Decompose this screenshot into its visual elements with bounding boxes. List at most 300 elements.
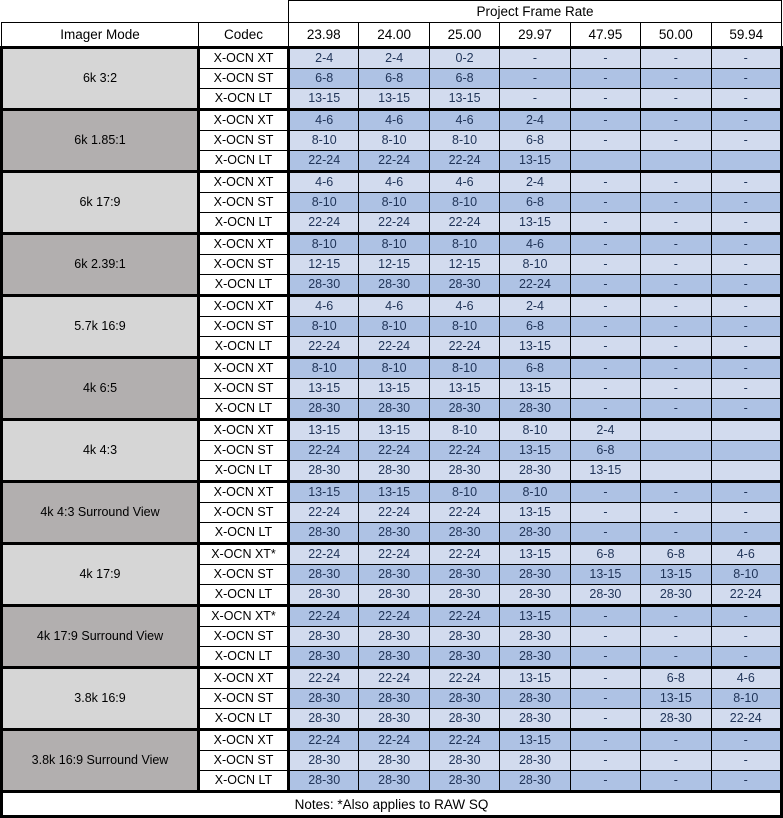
codec-cell: X-OCN LT [199, 89, 289, 110]
frame-rate-column-header: 50.00 [641, 23, 711, 48]
frame-rate-value-cell: 8-10 [359, 193, 429, 213]
frame-rate-value-cell: - [500, 48, 570, 69]
frame-rate-value-cell: 2-4 [289, 48, 359, 69]
frame-rate-value-cell: - [641, 296, 711, 317]
frame-rate-value-cell: 13-15 [359, 89, 429, 110]
frame-rate-value-cell: 28-30 [500, 585, 570, 606]
frame-rate-value-cell: - [641, 89, 711, 110]
frame-rate-value-cell: - [570, 482, 640, 503]
frame-rate-value-cell: - [641, 379, 711, 399]
table-header-row-1 [2, 1, 782, 23]
frame-rate-value-cell: - [570, 606, 640, 627]
table-row [2, 482, 782, 503]
frame-rate-value-cell: - [641, 358, 711, 379]
frame-rate-value-cell: 2-4 [500, 110, 570, 131]
frame-rate-value-cell [641, 461, 711, 482]
frame-rate-value-cell: 13-15 [641, 565, 711, 585]
frame-rate-value-cell: 8-10 [429, 358, 499, 379]
frame-rate-value-cell: 22-24 [289, 503, 359, 523]
frame-rate-value-cell: 22-24 [711, 709, 781, 730]
frame-rate-value-cell [570, 151, 640, 172]
frame-rate-value-cell: 22-24 [359, 730, 429, 751]
frame-rate-value-cell: 6-8 [641, 668, 711, 689]
frame-rate-value-cell: 4-6 [429, 110, 499, 131]
frame-rate-value-cell: - [570, 234, 640, 255]
table-row [2, 544, 782, 565]
table-row [2, 668, 782, 689]
codec-cell: X-OCN LT [199, 771, 289, 792]
frame-rate-value-cell: - [711, 523, 781, 544]
frame-rate-value-cell: 8-10 [711, 565, 781, 585]
frame-rate-value-cell: 28-30 [570, 585, 640, 606]
frame-rate-value-cell: - [570, 627, 640, 647]
frame-rate-value-cell: 2-4 [500, 172, 570, 193]
frame-rate-value-cell: 8-10 [500, 420, 570, 441]
table-row [2, 172, 782, 193]
frame-rate-value-cell: 4-6 [359, 110, 429, 131]
frame-rate-value-cell: - [570, 296, 640, 317]
imager-mode-cell: 6k 17:9 [2, 172, 199, 234]
frame-rate-value-cell: 28-30 [359, 709, 429, 730]
frame-rate-value-cell: - [500, 69, 570, 89]
frame-rate-value-cell: 22-24 [289, 441, 359, 461]
codec-cell: X-OCN ST [199, 193, 289, 213]
codec-cell: X-OCN ST [199, 565, 289, 585]
frame-rate-value-cell: 28-30 [500, 751, 570, 771]
frame-rate-value-cell: 28-30 [289, 627, 359, 647]
frame-rate-value-cell: 13-15 [500, 503, 570, 523]
frame-rate-value-cell: 4-6 [429, 172, 499, 193]
frame-rate-value-cell: 4-6 [429, 296, 499, 317]
codec-cell: X-OCN ST [199, 317, 289, 337]
frame-rate-value-cell: - [570, 399, 640, 420]
frame-rate-value-cell: 8-10 [359, 358, 429, 379]
imager-mode-header: Imager Mode [2, 23, 199, 48]
frame-rate-column-header: 47.95 [570, 23, 640, 48]
frame-rate-value-cell: 6-8 [289, 69, 359, 89]
frame-rate-value-cell [711, 441, 781, 461]
codec-cell: X-OCN XT [199, 234, 289, 255]
frame-rate-value-cell: 8-10 [429, 482, 499, 503]
table-row [2, 420, 782, 441]
frame-rate-value-cell: - [641, 213, 711, 234]
frame-rate-value-cell: - [570, 317, 640, 337]
frame-rate-value-cell: 28-30 [500, 689, 570, 709]
frame-rate-value-cell: 4-6 [711, 544, 781, 565]
frame-rate-value-cell: - [570, 172, 640, 193]
frame-rate-value-cell: 22-24 [359, 441, 429, 461]
frame-rate-value-cell: 22-24 [429, 151, 499, 172]
frame-rate-value-cell: 28-30 [500, 627, 570, 647]
frame-rate-value-cell: 0-2 [429, 48, 499, 69]
codec-cell: X-OCN LT [199, 337, 289, 358]
frame-rate-value-cell: 22-24 [500, 275, 570, 296]
frame-rate-value-cell: 28-30 [359, 523, 429, 544]
frame-rate-value-cell: 6-8 [570, 544, 640, 565]
frame-rate-value-cell: - [570, 503, 640, 523]
codec-cell: X-OCN XT [199, 482, 289, 503]
frame-rate-value-cell [641, 151, 711, 172]
frame-rate-value-cell: 13-15 [429, 379, 499, 399]
frame-rate-value-cell: 6-8 [500, 131, 570, 151]
frame-rate-value-cell: 13-15 [289, 482, 359, 503]
frame-rate-value-cell: - [711, 69, 781, 89]
codec-cell: X-OCN LT [199, 399, 289, 420]
codec-cell: X-OCN XT [199, 358, 289, 379]
frame-rate-column-header: 25.00 [429, 23, 499, 48]
frame-rate-value-cell: 28-30 [500, 565, 570, 585]
frame-rate-value-cell: - [641, 193, 711, 213]
frame-rate-value-cell: 28-30 [359, 647, 429, 668]
frame-rate-value-cell [641, 441, 711, 461]
frame-rate-value-cell: - [641, 482, 711, 503]
frame-rate-value-cell: - [570, 89, 640, 110]
frame-rate-value-cell: 28-30 [500, 709, 570, 730]
frame-rate-value-cell: 28-30 [289, 585, 359, 606]
table-header-row-2 [2, 23, 782, 48]
codec-cell: X-OCN ST [199, 751, 289, 771]
codec-cell: X-OCN XT [199, 110, 289, 131]
frame-rate-value-cell: 22-24 [429, 337, 499, 358]
frame-rate-value-cell: 28-30 [359, 627, 429, 647]
imager-mode-cell: 3.8k 16:9 [2, 668, 199, 730]
frame-rate-value-cell: 22-24 [289, 337, 359, 358]
frame-rate-value-cell: 6-8 [641, 544, 711, 565]
frame-rate-value-cell: 13-15 [500, 606, 570, 627]
frame-rate-value-cell: - [641, 317, 711, 337]
frame-rate-value-cell: - [711, 730, 781, 751]
table-row [2, 234, 782, 255]
table-row [2, 48, 782, 69]
frame-rate-value-cell: - [711, 193, 781, 213]
frame-rate-value-cell: 6-8 [359, 69, 429, 89]
frame-rate-value-cell: - [711, 317, 781, 337]
frame-rate-value-cell: 28-30 [429, 709, 499, 730]
frame-rate-value-cell: 8-10 [289, 234, 359, 255]
frame-rate-column-header: 29.97 [500, 23, 570, 48]
frame-rate-value-cell: - [641, 110, 711, 131]
frame-rate-value-cell: - [711, 275, 781, 296]
frame-rate-value-cell: 13-15 [359, 420, 429, 441]
frame-rate-value-cell: 28-30 [429, 771, 499, 792]
frame-rate-value-cell: 28-30 [289, 689, 359, 709]
frame-rate-value-cell: - [641, 48, 711, 69]
frame-rate-value-cell: 28-30 [500, 647, 570, 668]
frame-rate-value-cell: 28-30 [429, 523, 499, 544]
table-row [2, 606, 782, 627]
codec-cell: X-OCN XT* [199, 606, 289, 627]
frame-rate-value-cell [711, 461, 781, 482]
frame-rate-value-cell: - [711, 213, 781, 234]
frame-rate-value-cell: - [641, 172, 711, 193]
frame-rate-value-cell: 13-15 [500, 668, 570, 689]
frame-rate-value-cell: - [641, 399, 711, 420]
frame-rate-value-cell: 8-10 [429, 193, 499, 213]
frame-rate-value-cell: 28-30 [429, 647, 499, 668]
frame-rate-value-cell: 22-24 [429, 730, 499, 751]
frame-rate-value-cell: 28-30 [289, 399, 359, 420]
frame-rate-value-cell: 4-6 [289, 296, 359, 317]
frame-rate-value-cell: 22-24 [289, 668, 359, 689]
codec-cell: X-OCN ST [199, 379, 289, 399]
frame-rate-value-cell: - [570, 647, 640, 668]
frame-rate-value-cell: 28-30 [500, 399, 570, 420]
frame-rate-value-cell: - [570, 668, 640, 689]
frame-rate-value-cell: - [570, 255, 640, 275]
frame-rate-value-cell: 22-24 [429, 544, 499, 565]
frame-rate-value-cell: 28-30 [289, 523, 359, 544]
codec-cell: X-OCN ST [199, 503, 289, 523]
frame-rate-value-cell: - [711, 503, 781, 523]
codec-cell: X-OCN ST [199, 689, 289, 709]
frame-rate-value-cell: 4-6 [711, 668, 781, 689]
frame-rate-value-cell: 28-30 [359, 585, 429, 606]
frame-rate-value-cell: 13-15 [500, 441, 570, 461]
frame-rate-value-cell: 13-15 [500, 337, 570, 358]
imager-mode-cell: 4k 17:9 Surround View [2, 606, 199, 668]
frame-rate-value-cell: 22-24 [289, 730, 359, 751]
imager-mode-cell: 6k 3:2 [2, 48, 199, 110]
frame-rate-value-cell: - [641, 771, 711, 792]
frame-rate-value-cell: 28-30 [429, 399, 499, 420]
frame-rate-value-cell: 13-15 [429, 89, 499, 110]
frame-rate-value-cell: - [641, 234, 711, 255]
frame-rate-value-cell: 8-10 [429, 317, 499, 337]
frame-rate-value-cell: 8-10 [429, 234, 499, 255]
frame-rate-column-header: 59.94 [711, 23, 781, 48]
codec-cell: X-OCN LT [199, 523, 289, 544]
codec-cell: X-OCN XT [199, 668, 289, 689]
codec-cell: X-OCN XT [199, 420, 289, 441]
frame-rate-value-cell: - [570, 379, 640, 399]
frame-rate-value-cell: 6-8 [500, 193, 570, 213]
codec-cell: X-OCN LT [199, 275, 289, 296]
frame-rate-value-cell: 13-15 [500, 151, 570, 172]
frame-rate-value-cell: 28-30 [289, 771, 359, 792]
frame-rate-value-cell: - [641, 275, 711, 296]
frame-rate-value-cell: 8-10 [711, 689, 781, 709]
codec-cell: X-OCN XT [199, 172, 289, 193]
frame-rate-value-cell: 28-30 [429, 275, 499, 296]
frame-rate-value-cell: 13-15 [570, 565, 640, 585]
frame-rate-value-cell: - [500, 89, 570, 110]
frame-rate-value-cell: 2-4 [500, 296, 570, 317]
frame-rate-value-cell: 22-24 [429, 668, 499, 689]
frame-rate-value-cell: - [570, 751, 640, 771]
frame-rate-value-cell: 6-8 [570, 441, 640, 461]
frame-rate-value-cell: 6-8 [429, 69, 499, 89]
imager-mode-cell: 4k 4:3 [2, 420, 199, 482]
frame-rate-value-cell: 28-30 [429, 585, 499, 606]
frame-rate-value-cell: 13-15 [641, 689, 711, 709]
frame-rate-value-cell: - [641, 647, 711, 668]
frame-rate-value-cell: - [711, 131, 781, 151]
frame-rate-value-cell: - [641, 255, 711, 275]
frame-rate-value-cell: 28-30 [500, 461, 570, 482]
frame-rate-value-cell: 8-10 [500, 255, 570, 275]
frame-rate-value-cell: 4-6 [359, 172, 429, 193]
imager-mode-cell: 3.8k 16:9 Surround View [2, 730, 199, 792]
frame-rate-value-cell: 22-24 [359, 503, 429, 523]
frame-rate-value-cell: 22-24 [359, 337, 429, 358]
frame-rate-value-cell: 13-15 [500, 379, 570, 399]
imager-mode-cell: 5.7k 16:9 [2, 296, 199, 358]
codec-cell: X-OCN LT [199, 709, 289, 730]
frame-rate-value-cell: 28-30 [359, 751, 429, 771]
frame-rate-value-cell: - [711, 172, 781, 193]
frame-rate-value-cell: 13-15 [289, 420, 359, 441]
frame-rate-value-cell: 22-24 [429, 441, 499, 461]
frame-rate-value-cell: 22-24 [359, 606, 429, 627]
frame-rate-value-cell: 22-24 [429, 606, 499, 627]
frame-rate-value-cell: 28-30 [359, 399, 429, 420]
imager-mode-cell: 4k 6:5 [2, 358, 199, 420]
frame-rate-value-cell: 28-30 [289, 647, 359, 668]
frame-rate-value-cell: - [641, 523, 711, 544]
frame-rate-value-cell: 28-30 [289, 275, 359, 296]
codec-cell: X-OCN ST [199, 441, 289, 461]
imager-mode-cell: 4k 17:9 [2, 544, 199, 606]
frame-rate-value-cell: - [570, 193, 640, 213]
frame-rate-value-cell: - [570, 48, 640, 69]
frame-rate-value-cell: 8-10 [289, 193, 359, 213]
frame-rate-value-cell: - [641, 606, 711, 627]
frame-rate-value-cell: 13-15 [500, 730, 570, 751]
notes-text: Notes: *Also applies to RAW SQ [2, 792, 782, 817]
codec-cell: X-OCN LT [199, 647, 289, 668]
frame-rate-value-cell: - [711, 606, 781, 627]
frame-rate-value-cell: - [641, 131, 711, 151]
frame-rate-value-cell: 22-24 [359, 213, 429, 234]
frame-rate-value-cell: - [570, 131, 640, 151]
frame-rate-value-cell: 28-30 [289, 709, 359, 730]
frame-rate-value-cell: 28-30 [289, 461, 359, 482]
frame-rate-value-cell: 6-8 [500, 317, 570, 337]
frame-rate-value-cell: 22-24 [289, 213, 359, 234]
frame-rate-value-cell: 28-30 [359, 689, 429, 709]
frame-rate-value-cell [711, 420, 781, 441]
frame-rate-value-cell: 22-24 [289, 151, 359, 172]
frame-rate-value-cell: 13-15 [289, 89, 359, 110]
frame-rate-value-cell: 8-10 [359, 234, 429, 255]
frame-rate-value-cell: - [711, 358, 781, 379]
frame-rate-value-cell: 28-30 [429, 689, 499, 709]
table-row [2, 358, 782, 379]
frame-rate-value-cell: - [570, 689, 640, 709]
frame-rate-value-cell: - [711, 296, 781, 317]
frame-rate-value-cell: 13-15 [289, 379, 359, 399]
frame-rate-value-cell: 12-15 [429, 255, 499, 275]
frame-rate-value-cell: 8-10 [429, 131, 499, 151]
frame-rate-value-cell: 28-30 [500, 771, 570, 792]
notes-row [2, 792, 782, 817]
frame-rate-value-cell: 28-30 [359, 461, 429, 482]
frame-rate-value-cell: 28-30 [429, 565, 499, 585]
frame-rate-value-cell: - [711, 234, 781, 255]
codec-cell: X-OCN ST [199, 131, 289, 151]
header-blank-cell [2, 1, 289, 23]
codec-cell: X-OCN LT [199, 585, 289, 606]
frame-rate-value-cell: 28-30 [289, 751, 359, 771]
frame-rate-value-cell: 13-15 [359, 482, 429, 503]
table-row [2, 296, 782, 317]
frame-rate-value-cell: 8-10 [500, 482, 570, 503]
imager-mode-cell: 4k 4:3 Surround View [2, 482, 199, 544]
codec-cell: X-OCN XT [199, 48, 289, 69]
frame-rate-value-cell: 28-30 [289, 565, 359, 585]
frame-rate-value-cell: 6-8 [500, 358, 570, 379]
frame-rate-value-cell: - [711, 337, 781, 358]
frame-rate-value-cell: 13-15 [570, 461, 640, 482]
frame-rate-value-cell: 22-24 [289, 606, 359, 627]
frame-rate-value-cell: 2-4 [359, 48, 429, 69]
frame-rate-value-cell: - [570, 709, 640, 730]
table-row [2, 110, 782, 131]
frame-rate-value-cell [641, 420, 711, 441]
frame-rate-value-cell: - [711, 627, 781, 647]
frame-rate-value-cell: - [641, 337, 711, 358]
frame-rate-value-cell: 28-30 [359, 771, 429, 792]
codec-cell: X-OCN XT [199, 296, 289, 317]
codec-cell: X-OCN LT [199, 213, 289, 234]
frame-rate-value-cell: 13-15 [359, 379, 429, 399]
frame-rate-value-cell: 4-6 [289, 110, 359, 131]
frame-rate-value-cell: 12-15 [359, 255, 429, 275]
frame-rate-value-cell: 22-24 [359, 151, 429, 172]
frame-rate-value-cell: - [570, 730, 640, 751]
frame-rate-value-cell: 12-15 [289, 255, 359, 275]
frame-rate-column-header: 24.00 [359, 23, 429, 48]
frame-rate-value-cell: - [711, 48, 781, 69]
frame-rate-value-cell: 28-30 [359, 275, 429, 296]
frame-rate-value-cell: - [711, 751, 781, 771]
codec-cell: X-OCN ST [199, 255, 289, 275]
frame-rate-value-cell: 22-24 [289, 544, 359, 565]
frame-rate-value-cell: 28-30 [641, 709, 711, 730]
frame-rate-value-cell: - [641, 627, 711, 647]
frame-rate-value-cell: - [570, 523, 640, 544]
frame-rate-value-cell: 13-15 [500, 213, 570, 234]
frame-rate-value-cell: 4-6 [500, 234, 570, 255]
frame-rate-value-cell: - [641, 751, 711, 771]
frame-rate-value-cell: 28-30 [500, 523, 570, 544]
frame-rate-value-cell: - [711, 399, 781, 420]
frame-rate-value-cell: 22-24 [429, 213, 499, 234]
frame-rate-value-cell: - [711, 647, 781, 668]
frame-rate-value-cell: 8-10 [289, 317, 359, 337]
table-row [2, 730, 782, 751]
frame-rate-value-cell: 22-24 [359, 544, 429, 565]
frame-rate-value-cell: - [711, 771, 781, 792]
frame-rate-value-cell: 2-4 [570, 420, 640, 441]
codec-cell: X-OCN XT* [199, 544, 289, 565]
frame-rate-value-cell: - [570, 110, 640, 131]
imager-mode-cell: 6k 1.85:1 [2, 110, 199, 172]
codec-cell: X-OCN LT [199, 461, 289, 482]
frame-rate-value-cell: 4-6 [359, 296, 429, 317]
frame-rate-value-cell: - [711, 110, 781, 131]
frame-rate-value-cell: 28-30 [641, 585, 711, 606]
frame-rate-value-cell: - [570, 275, 640, 296]
frame-rate-value-cell: 28-30 [429, 627, 499, 647]
codec-cell: X-OCN LT [199, 151, 289, 172]
frame-rate-value-cell: - [570, 771, 640, 792]
codec-cell: X-OCN XT [199, 730, 289, 751]
frame-rate-value-cell: 28-30 [359, 565, 429, 585]
frame-rate-value-cell: 22-24 [711, 585, 781, 606]
frame-rate-value-cell: - [570, 69, 640, 89]
frame-rate-value-cell: - [641, 69, 711, 89]
